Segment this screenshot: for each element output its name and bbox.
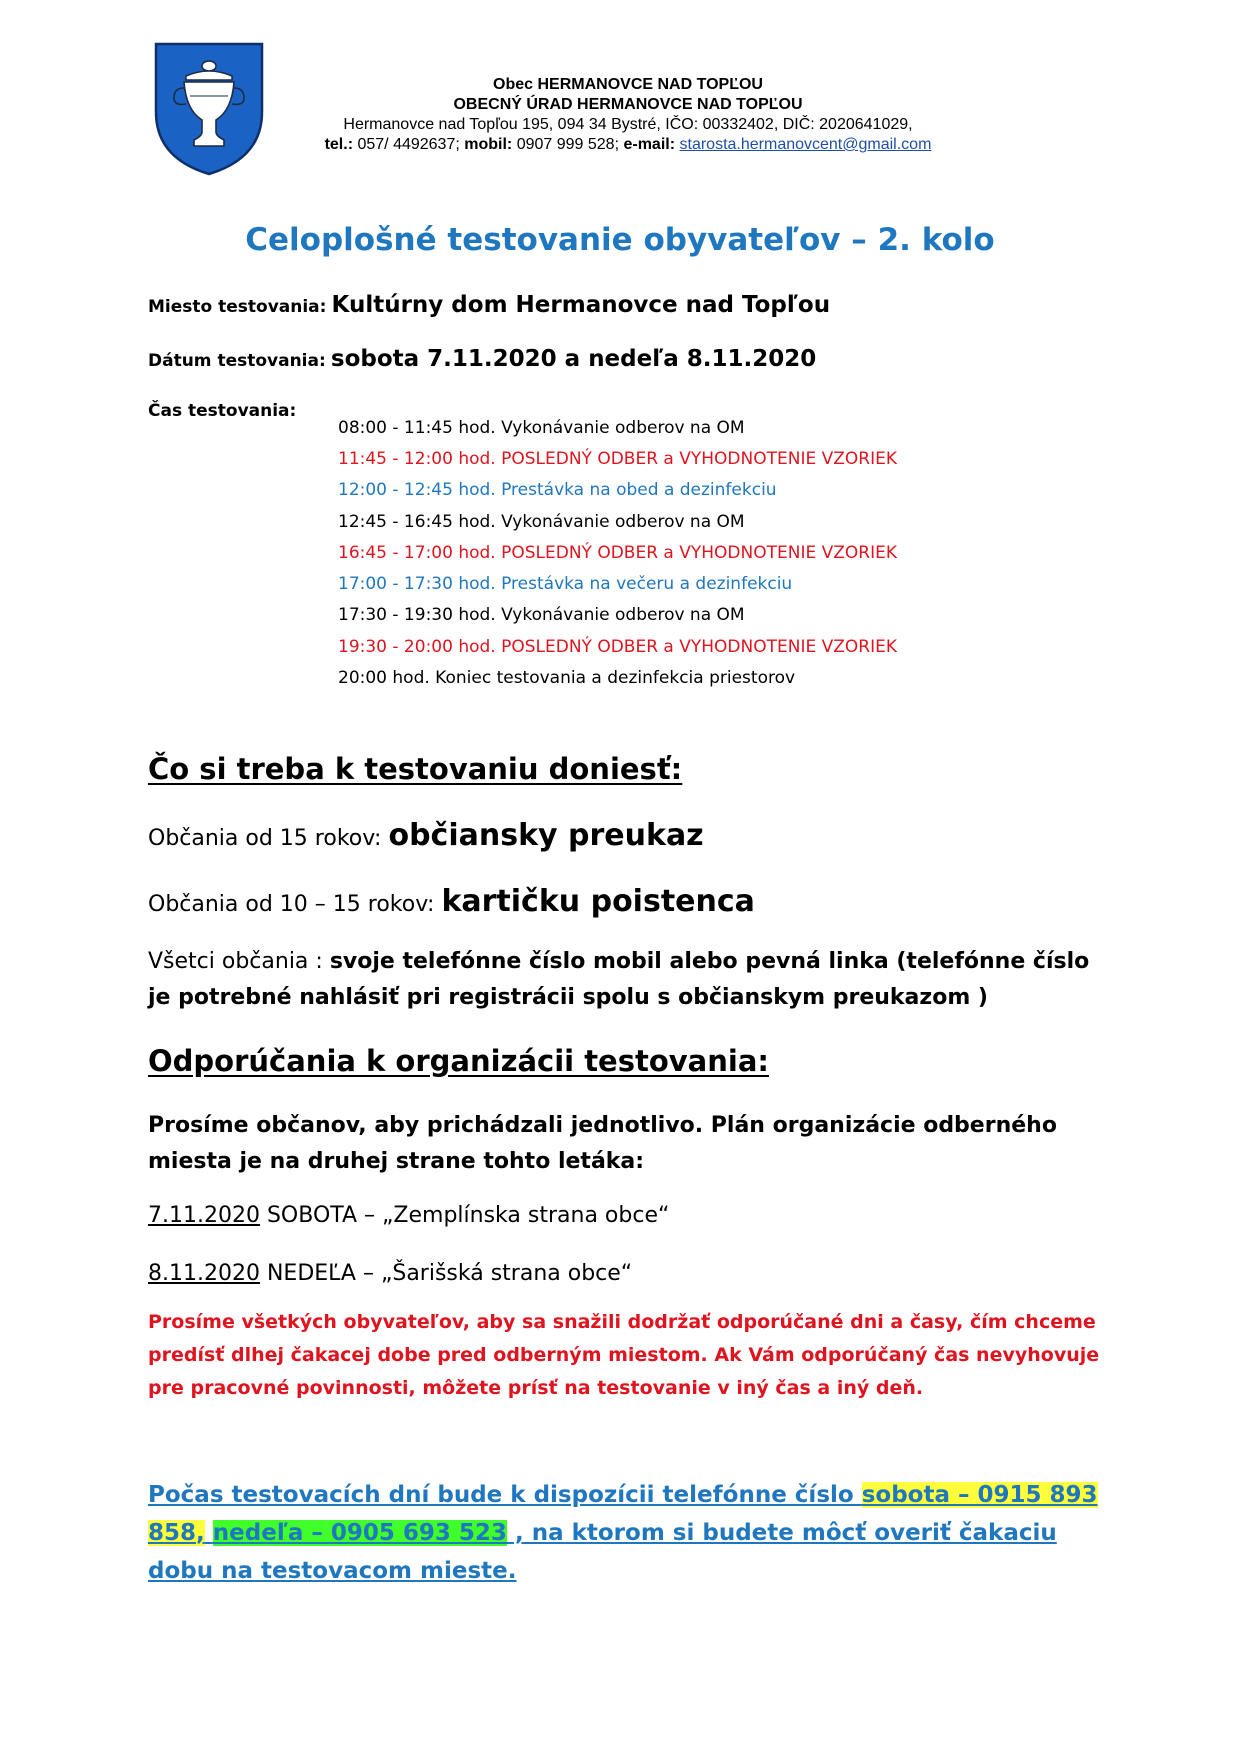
day-date: 7.11.2020 <box>148 1203 260 1228</box>
mobil-label: mobil: <box>464 136 513 153</box>
date-value: sobota 7.11.2020 a nedeľa 8.11.2020 <box>330 346 817 372</box>
schedule-item: 12:45 - 16:45 hod. Vykonávanie odberov na OM <box>338 512 745 532</box>
phone-comma: , <box>196 1520 205 1546</box>
bring-item-label: Občania od 10 – 15 rokov: <box>148 892 442 917</box>
schedule-item: 19:30 - 20:00 hod. POSLEDNÝ ODBER a VYHODNOTENIE VZORIEK <box>338 637 897 657</box>
page-title: Celoplošné testovanie obyvateľov – 2. kolo <box>245 222 995 258</box>
bring-item-id-card <box>148 818 704 853</box>
date-label: Dátum testovania: <box>148 351 326 371</box>
bring-item-label: Všetci občania : <box>148 949 330 974</box>
mobil-value: 0907 999 528; <box>512 136 624 153</box>
schedule-item: 20:00 hod. Koniec testovania a dezinfekcia priestorov <box>338 668 796 688</box>
phone-tail: , na ktorom si budete môcť overiť čakaciu dobu na testovacom mieste. <box>148 1520 1057 1584</box>
place-row <box>148 292 830 318</box>
time-row <box>148 401 296 421</box>
schedule-item: 17:00 - 17:30 hod. Prestávka na večeru a dezinfekciu <box>338 574 793 594</box>
email-label: e-mail: <box>623 136 676 153</box>
date-row <box>148 346 816 372</box>
place-label: Miesto testovania: <box>148 297 327 317</box>
place-value: Kultúrny dom Hermanovce nad Topľou <box>331 292 831 318</box>
bring-item-phone <box>148 944 1108 1016</box>
phone-saturday[interactable]: sobota – 0915 893 858 <box>148 1482 1098 1546</box>
recommend-day-saturday <box>148 1198 1108 1234</box>
tel-value: 057/ 4492637; <box>353 136 465 153</box>
schedule-item: 11:45 - 12:00 hod. POSLEDNÝ ODBER a VYHODNOTENIE VZORIEK <box>338 449 897 469</box>
phone-lead: Počas testovacích dní bude k dispozícii telefónne číslo <box>148 1482 862 1508</box>
day-date: 8.11.2020 <box>148 1261 260 1286</box>
schedule-item: 16:45 - 17:00 hod. POSLEDNÝ ODBER a VYHODNOTENIE VZORIEK <box>338 543 897 563</box>
office-contact <box>248 136 1008 154</box>
email-link[interactable]: starosta.hermanovcent@gmail.com <box>679 136 932 153</box>
time-label: Čas testovania: <box>148 401 297 421</box>
notice-paragraph: Prosíme všetkých obyvateľov, aby sa snažili dodržať odporúčané dni a časy, čím chceme predísť dlhej čakacej dobe pred odberným miestom. Ak Vám odporúčaný čas nevyhovuje pre pracovné povinnosti, môžete prísť na testovanie v iný čas a iný deň. <box>148 1311 1100 1399</box>
day-text: NEDEĽA – „Šarišská strana obce“ <box>259 1261 633 1286</box>
org-name: Obec HERMANOVCE NAD TOPĽOU <box>493 76 763 93</box>
schedule-item: 08:00 - 11:45 hod. Vykonávanie odberov na OM <box>338 418 745 438</box>
bring-item-insurance-card <box>148 884 755 919</box>
day-text: SOBOTA – „Zemplínska strana obce“ <box>259 1203 670 1228</box>
bring-item-value: občiansky preukaz <box>388 818 704 853</box>
recommend-day-sunday <box>148 1256 1108 1292</box>
bring-item-value: kartičku poistenca <box>441 884 755 919</box>
phone-paragraph <box>148 1476 1108 1590</box>
bring-item-value: svoje telefónne číslo mobil alebo pevná linka (telefónne číslo je potrebné nahlásiť pri registrácii spolu s občianskym preukazom ) <box>148 949 1090 1010</box>
recommend-heading: Odporúčania k organizácii testovania: <box>148 1044 769 1078</box>
phone-sunday[interactable]: nedeľa – 0905 693 523 <box>212 1520 507 1546</box>
recommend-intro: Prosíme občanov, aby prichádzali jednotlivo. Plán organizácie odberného miesta je na druhej strane tohto letáka: <box>148 1113 1057 1174</box>
office-address: Hermanovce nad Topľou 195, 094 34 Bystré, IČO: 00332402, DIČ: 2020641029, <box>343 116 913 133</box>
office-name: OBECNÝ ÚRAD HERMANOVCE NAD TOPĽOU <box>453 96 803 113</box>
schedule-item: 17:30 - 19:30 hod. Vykonávanie odberov na OM <box>338 605 745 625</box>
bring-heading: Čo si treba k testovaniu doniesť: <box>148 752 683 786</box>
tel-label: tel.: <box>324 136 354 153</box>
schedule-item: 12:00 - 12:45 hod. Prestávka na obed a dezinfekciu <box>338 480 777 500</box>
bring-item-label: Občania od 15 rokov: <box>148 826 389 851</box>
